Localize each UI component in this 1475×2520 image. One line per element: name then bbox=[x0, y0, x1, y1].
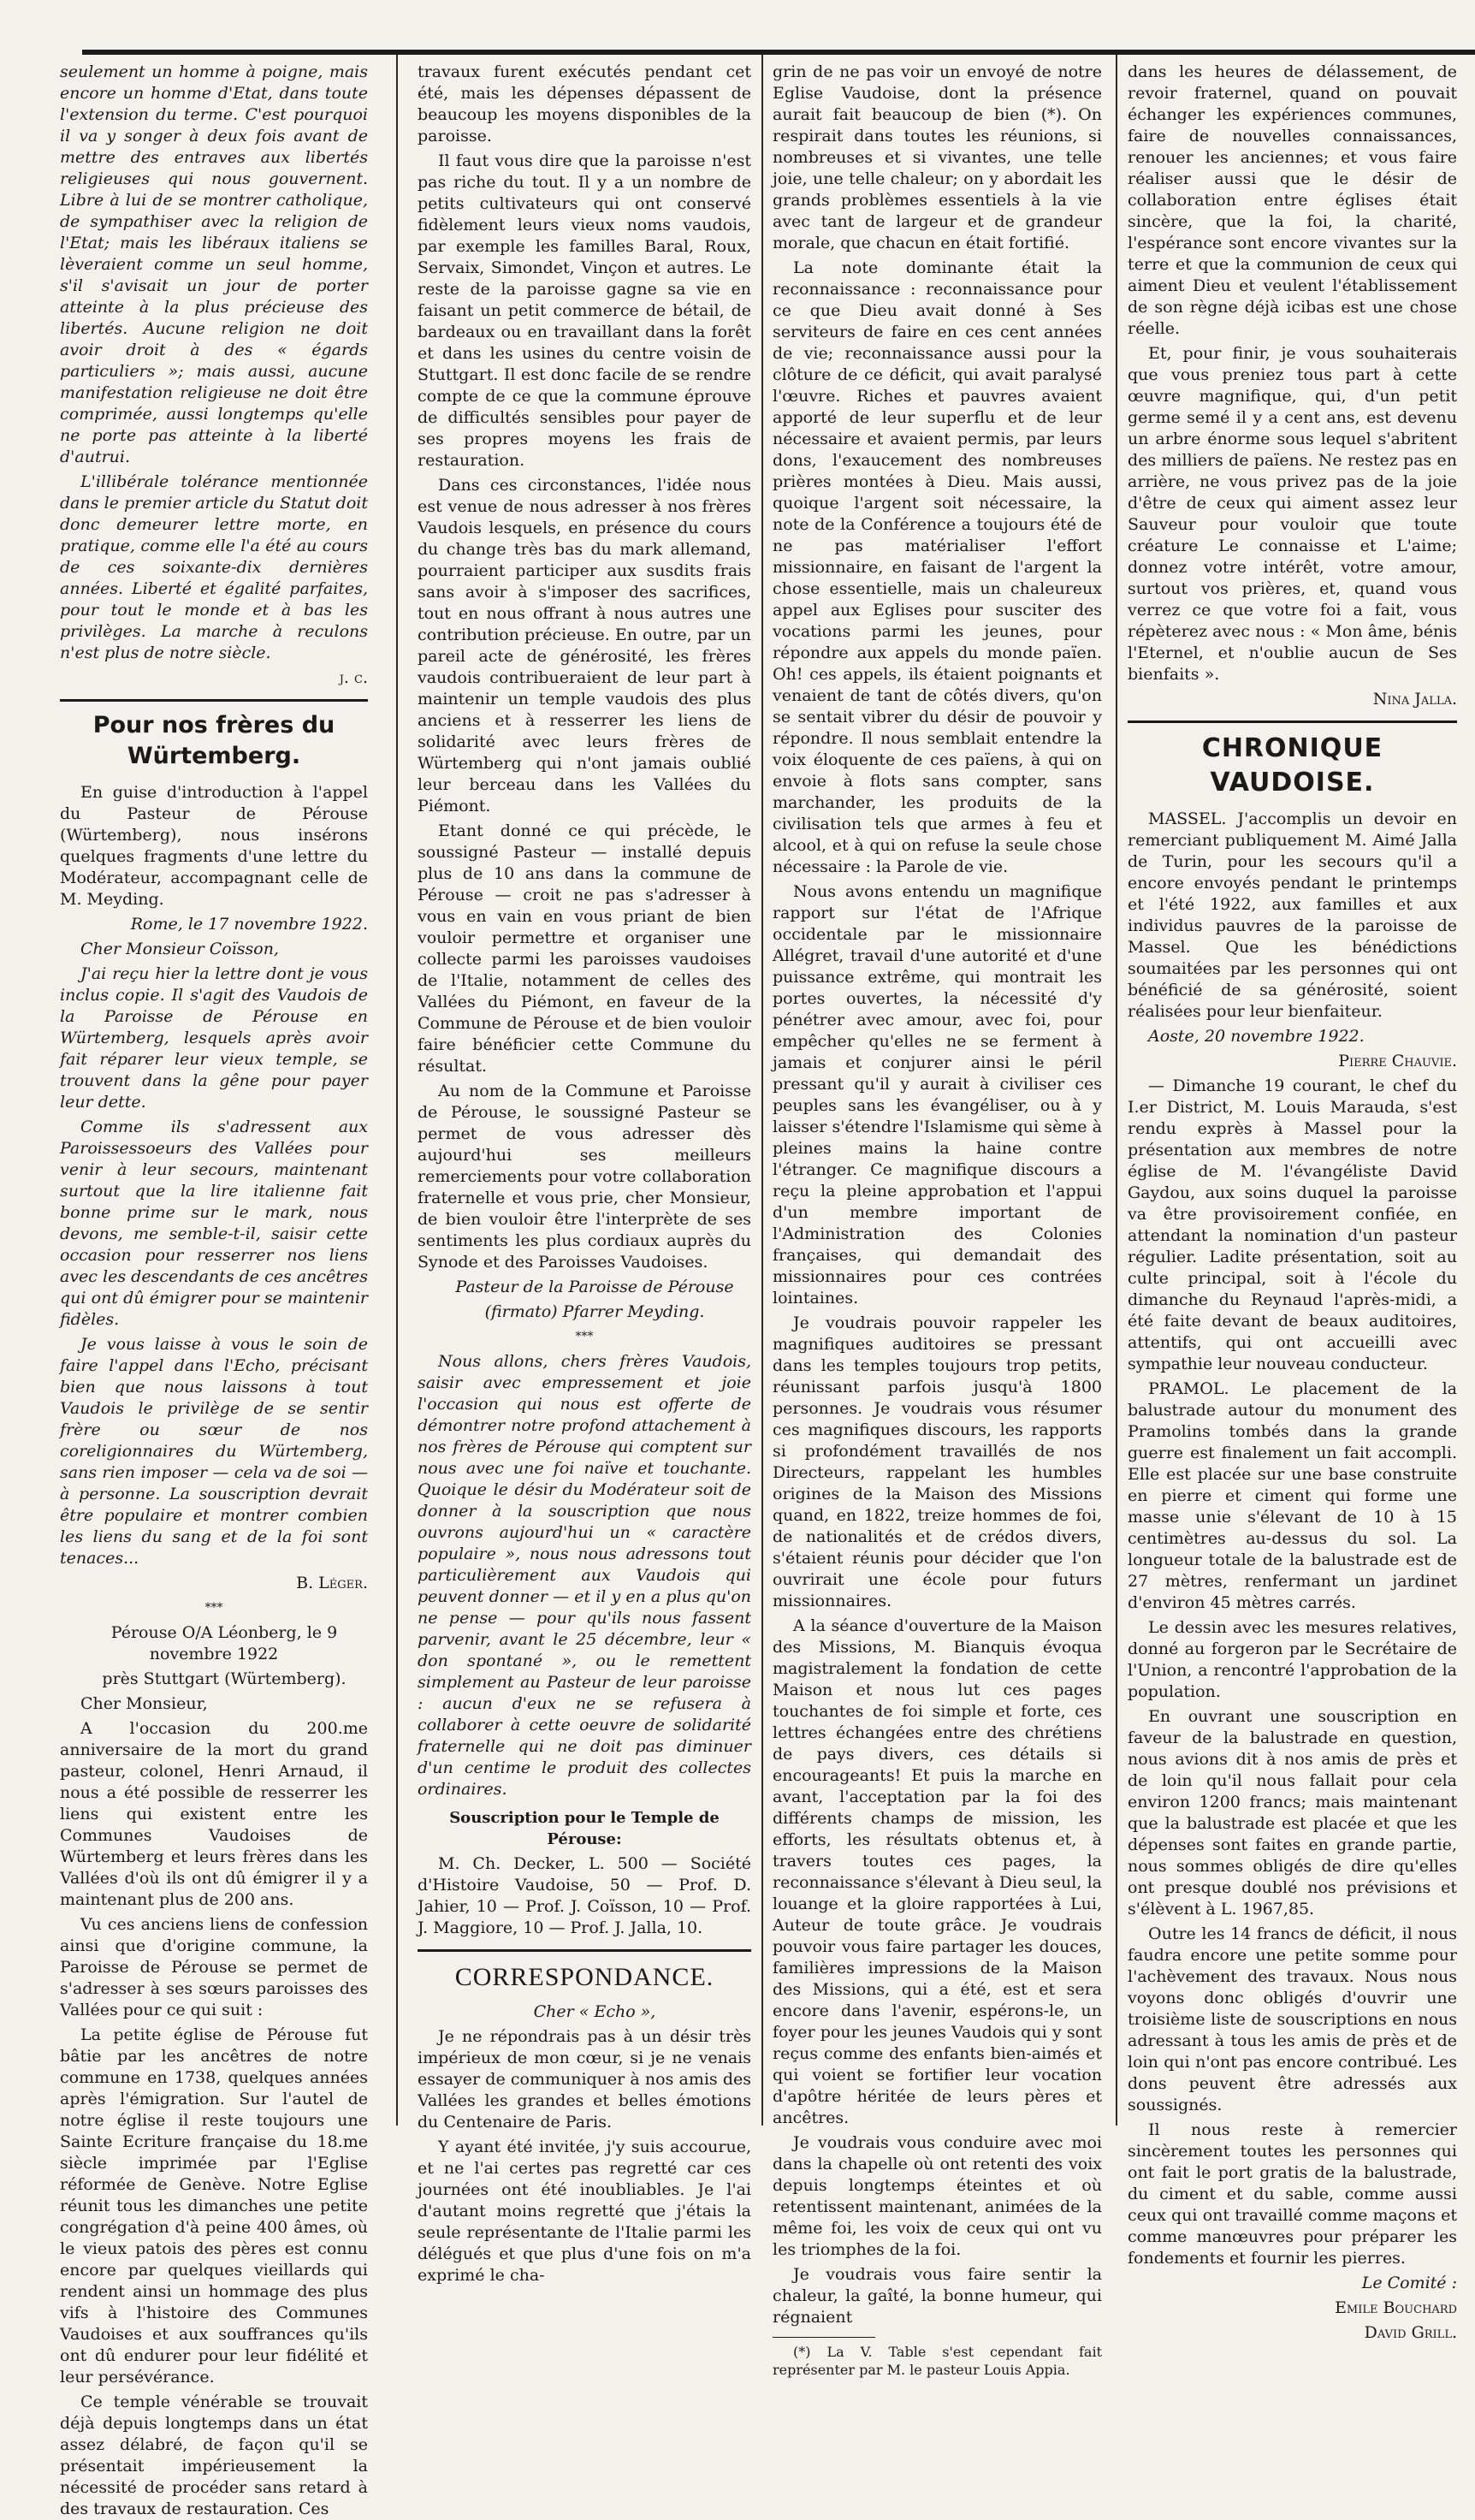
letter-text: La petite église de Pérouse fut bâtie par les ancêtres de notre commune en 1738, quelques années après l'émigration. Sur l'autel de notre église il reste toujours une Sainte Ecriture française du 18.me siècle imprimée par l'Eglise réformée de Genève. Notre Eglise réunit tous les dimanches une petite congrégation d'à peine 400 âmes, où le vieux patois des pères est connu encore par quelques vieillards qui rendent ainsi un hommage des plus vifs à l'histoire des Communes Vaudoises et aux souffrances qu'ils ont dû endurer pour leur fidélité et leur persévérance. bbox=[60, 2025, 368, 2387]
article-text: La note dominante était la reconnaissance : reconnaissance pour ce que Dieu avait donné à Ses serviteurs de faire en ces cent années de vie; reconnaissance aussi pour la clôture de ce déficit, qui avait paralysé l'œuvre. Riches et pauvres avaient apporté de leur superflu et de leur nécessaire et avaient permis, par leurs dons, l'exaucement des nombreuses prières montées à Dieu. Mais aussi, quoique l'argent soit nécessaire, la note de la Conférence a toujours été de ne pas matérialiser l'effort missionnaire, en faisant de l'argent la chose essentielle, mais un chaleureux appel aux Eglises pour susciter des vocations parmi les jeunes, pour répondre aux appels du monde païen. Oh! ces appels, ils étaient poignants et venaient de tant de côtés divers, qu'on se sentait vibrer du désir de pouvoir y répondre. Il nous semblait entendre la voix éloquente de ces païens, à qui on envoie à flots sans compter, sans marchander, les produits de la civilisation tels que armes à feu et alcool, et à qui on refuse la seule chose nécessaire : la Parole de vie. bbox=[773, 258, 1102, 876]
article-text: grin de ne pas voir un envoyé de notre Eglise Vaudoise, dont la présence aurait fait beaucoup de bien (*). On respirait dans toutes les réunions, si nombreuses et si vivantes, une telle joie, une telle chaleur; on y abordait les grands problèmes essentiels à la vie avec tant de largeur et de grandeur morale, que chacun en était fortifié. bbox=[773, 62, 1102, 252]
signature: Le Comité : bbox=[1361, 2274, 1457, 2292]
letter-text: Je vous laisse à vous le soin de faire l'appel dans l'Echo, précisant bien que nous laissons à tout Vaudois le privilège de se sentir frère ou sœur de nos coreligionnaires du Würtemberg, sans rien imposer — cela va de soi — à personne. La souscription devrait être populaire et montrer combien les liens du sang et de la foi sont tenaces... bbox=[60, 1335, 368, 1568]
signature: Pierre Chauvie. bbox=[1338, 1052, 1457, 1070]
news-item: En ouvrant une souscription en faveur de la balustrade en question, nous avions dit à nos amis de près et de loin qu'il nous fallait pour cela environ 1200 francs; mais maintenant que la balustrade est placée et que les dépenses sont faites en grande partie, nous sommes obligés de dire qu'elles ont presque doublé nos prévisions et s'élèvent à L. 1967,85. bbox=[1128, 1707, 1457, 1918]
column-2 bbox=[418, 62, 751, 2285]
column-divider bbox=[761, 55, 763, 2126]
article-text: Je ne répondrais pas à un désir très impérieux de mon cœur, si je ne venais essayer de communiquer à nos amis des Vallées les grandes et belles émotions du Centenaire de Paris. bbox=[418, 2027, 751, 2132]
letter-text: travaux furent exécutés pendant cet été, mais les dépenses dépassent de beaucoup les moyens disponibles de la paroisse. bbox=[418, 62, 751, 145]
letter-text: A l'occasion du 200.me anniversaire de la mort du grand pasteur, colonel, Henri Arnaud, il nous a été possible de resserrer les liens qui existent entre les Communes Vaudoises de Würtemberg et leurs frères dans les Vallées d'où ils ont dû émigrer il y a maintenant plus de 200 ans. bbox=[60, 1719, 368, 1909]
article-text: Et, pour finir, je vous souhaiterais que vous preniez tous part à cette œuvre magnifique, qui, d'un petit germe semé il y a cent ans, est devenu un arbre énorme sous lequel s'abritent des milliers de païens. Ne restez pas en arrière, ne vous privez pas de la joie d'être de ceux qui aiment assez leur Sauveur pour vouloir que toute créature Le connaisse et L'aime; donnez votre intérêt, votre amour, surtout vos prières, et, quand vous verrez ce que votre foi a fait, vous répèterez avec nous : « Mon âme, bénis l'Eternel, et n'oublie aucun de Ses bienfaits ». bbox=[1128, 344, 1457, 684]
news-item: Outre les 14 francs de déficit, il nous faudra encore une petite somme pour l'achèvement des travaux. Nous nous voyons donc obligés d'ouvrir une troisième liste de souscriptions en nous adressant à tous les amis de près et de loin qui n'ont pas encore contribué. Les dons peuvent être adressés aux soussignés. bbox=[1128, 1924, 1457, 2114]
article-text: seulement un homme à poigne, mais encore un homme d'Etat, dans toute l'extension du terme. C'est pourquoi il va y songer à deux fois avant de mettre des entraves aux libertés religieuses qui nous gouvernent. Libre à lui de se montrer catholique, de sympathiser avec la religion de l'Etat; mais les libéraux italiens se lèveraient comme un seul homme, s'il s'avisait un jour de porter atteinte à la plus précieuse des libertés. Aucune religion ne doit avoir droit à des « égards particuliers »; mais aussi, aucune manifestation religieuse ne doit être comprimée, aussi longtemps qu'elle ne porte pas atteinte à la liberté d'autrui. bbox=[60, 62, 368, 466]
article-text: Nous avons entendu un magnifique rapport sur l'état de l'Afrique occidentale par le missionnaire Allégret, travail d'une autorité et d'une puissance extrême, qui montrait les portes ouvertes, la nécessité d'y pénétrer avec amour, avec foi, pour empêcher qu'elles ne se ferment à jamais et conjurer ainsi le péril pressant qu'il y aurait à civiliser ces peuples sans les évangéliser, ou à y laisser s'étendre l'Islamisme qui sème à pleines mains la haine contre l'étranger. Ce magnifique discours a reçu la pleine approbation et l'appui d'un membre important de l'Administration des Colonies françaises, qui demandait des missionnaires pour ces contrées lointaines. bbox=[773, 882, 1102, 1307]
letter-text: J'ai reçu hier la lettre dont je vous inclus copie. Il s'agit des Vaudois de la Paroisse de Pérouse en Würtemberg, lesquels après avoir fait réparer leur vieux temple, se trouvent dans la gêne pour payer leur dette. bbox=[60, 964, 368, 1112]
news-item: MASSEL. J'accomplis un devoir en remerciant publiquement M. Aimé Jalla de Turin, pour les secours qu'il a encore envoyés pendant le printemps et l'été 1922, aux familles et aux individus pauvres de la paroisse de Massel. Que les bénédictions soumaitées par les personnes qui ont bénéficié de sa générosité, soient réalisées pour leur bienfaiteur. bbox=[1128, 809, 1457, 1021]
article-text: En guise d'introduction à l'appel du Pasteur de Pérouse (Würtemberg), nous insérons quelques fragments d'une lettre du Modérateur, accompagnant celle de M. Meyding. bbox=[60, 783, 368, 909]
appeal-text: Nous allons, chers frères Vaudois, saisir avec empressement et joie l'occasion qui nous est offerte de démontrer notre profond attachement à nos frères de Pérouse qui comptent sur nous avec une foi naïve et touchante. Quoique le désir du Modérateur soit de donner à la souscription que nous ouvrons aujourd'hui un « caractère populaire », nous nous adressons tout particulièrement aux Vaudois qui peuvent donner — et il y en a plus qu'on ne pense — pour qu'ils nous fassent parvenir, avant le 25 décembre, leur « don spontané », ou le remettent simplement au Pasteur de leur paroisse : aucun d'eux ne se refusera à collaborer à cette oeuvre de solidarité fraternelle qui ne doit pas diminuer d'un centime le produit des collectes ordinaires. bbox=[418, 1352, 751, 1799]
separator-stars: *** bbox=[575, 1330, 594, 1343]
news-item: Le dessin avec les mesures relatives, donné au forgeron par le Secrétaire de l'Union, a rencontré l'approbation de la population. bbox=[1128, 1618, 1457, 1701]
signature: B. Léger. bbox=[296, 1574, 368, 1592]
signature: Emile Bouchard bbox=[1335, 2298, 1457, 2317]
salutation: Cher « Echo », bbox=[533, 2002, 656, 2021]
top-rule bbox=[82, 50, 1475, 55]
section-rule bbox=[418, 1949, 751, 1952]
signature: Nina Jalla. bbox=[1372, 690, 1457, 709]
article-text: L'illibérale tolérance mentionnée dans le premier article du Statut doit donc demeurer lettre morte, en pratique, comme elle l'a été au cours de ces soixante-dix dernières années. Liberté et égalité parfaites, pour tout le monde et à bas les privilèges. La marche à reculons n'est plus de notre siècle. bbox=[60, 472, 368, 662]
section-rule bbox=[1128, 720, 1457, 723]
column-divider bbox=[1116, 55, 1117, 2126]
letter-text: Il faut vous dire que la paroisse n'est pas riche du tout. Il y a un nombre de petits cultivateurs qui ont conservé fidèlement leurs vieux noms vaudois, par exemple les familles Baral, Roux, Servaix, Simondet, Vinçon et autres. Le reste de la paroisse gagne sa vie en faisant un petit commerce de bétail, de bardeaux ou en travaillant dans la forêt et dans les usines du centre voisin de Stuttgart. Il est donc facile de se rendre compte de ce que la commune éprouve de difficultés sensibles pour payer de ses propres moyens les frais de restauration. bbox=[418, 151, 751, 470]
separator-stars: *** bbox=[204, 1601, 223, 1615]
news-item: Il nous reste à remercier sincèrement toutes les personnes qui ont fait le port gratis de la balustrade, du ciment et du sable, comme aussi ceux qui ont travaillé comme maçons et comme manœuvres pour préparer les fondements et fournir les pierres. bbox=[1128, 2120, 1457, 2268]
letter-text: Au nom de la Commune et Paroisse de Pérouse, le soussigné Pasteur se permet de vous adresser dès aujourd'hui ses meilleurs remerciements pour votre collaboration fraternelle et vous prie, cher Monsieur, de bien vouloir être l'interprète de ses sentiments les plus cordiaux auprès du Synode et des Paroisses Vaudoises. bbox=[418, 1082, 751, 1272]
news-item: — Dimanche 19 courant, le chef du I.er District, M. Louis Marauda, s'est rendu exprès à Massel pour la présentation aux membres de notre église de M. l'évangéliste David Gaydou, aux soins duquel la paroisse va être provisoirement confiée, en attendant la nomination d'un pasteur régulier. Ladite présentation, soit au culte principal, soit à l'école du dimanche du Reynaud l'après-midi, a été faite devant de beaux auditoires, attentifs, qui ont accueilli avec sympathie leur nouveau conducteur. bbox=[1128, 1076, 1457, 1373]
news-item: PRAMOL. Le placement de la balustrade autour du monument des Pramolins tombés dans la grande guerre est finalement un fait accompli. Elle est placée sur une base construite en pierre et ciment qui forme une masse unie s'élevant de 10 à 15 centimètres au-dessus du sol. La longueur totale de la balustrade est de 27 mètres, renfermant un jardinet d'environ 45 mètres carrés. bbox=[1128, 1379, 1457, 1612]
article-text: Y ayant été invitée, j'y suis accourue, et ne l'ai certes pas regretté car ces journées ont été inoubliables. Je l'ai d'autant moins regretté que j'étais la seule représentante de l'Italie parmi les délégués et que plus d'une fois on m'a exprimé le cha- bbox=[418, 2138, 751, 2285]
column-divider bbox=[396, 55, 398, 2126]
letter-text: Vu ces anciens liens de confession ainsi que d'origine commune, la Paroisse de Pérouse se permet de s'adresser à ses sœurs paroisses des Vallées pour ce qui suit : bbox=[60, 1915, 368, 2019]
author-initials: j. c. bbox=[339, 668, 368, 687]
chronique-heading: CHRONIQUE VAUDOISE. bbox=[1201, 733, 1383, 798]
salutation: Cher Monsieur Coïsson, bbox=[80, 940, 279, 958]
section-rule bbox=[60, 699, 368, 702]
signature: (firmato) Pfarrer Meyding. bbox=[484, 1302, 705, 1321]
article-text: Je voudrais vous faire sentir la chaleur, la gaîté, la bonne humeur, qui régnaient bbox=[773, 2265, 1102, 2327]
dateline: Rome, le 17 novembre 1922. bbox=[130, 915, 368, 934]
signature: David Grill. bbox=[1364, 2323, 1457, 2342]
article-text: Je voudrais pouvoir rappeler les magnifiques auditoires se pressant dans les temples toujours trop petits, réunissant parfois jusqu'à 1800 personnes. Je voudrais vous résumer ces magnifiques discours, les rapports si profondément travaillés de nos Directeurs, rappelant les humbles origines de la Maison des Missions quand, en 1822, treize hommes de foi, de nationalités et de crédos divers, s'étaient réunis pour décider que l'on ouvrirait une école pour futurs missionnaires. bbox=[773, 1313, 1102, 1610]
letter-text: Etant donné ce qui précède, le soussigné Pasteur — installé depuis plus de 10 ans dans la commune de Pérouse — croit ne pas s'adresser à vous en vain en vous priant de bien vouloir permettre et organiser une collecte parmi les paroisses vaudoises de l'Italie, notamment de celles des Vallées du Piémont, en faveur de la Commune de Pérouse et de bien vouloir faire bénéficier cette Commune du résultat. bbox=[418, 821, 751, 1076]
column-4 bbox=[1128, 62, 1457, 2342]
dateline: près Stuttgart (Würtemberg). bbox=[102, 1669, 347, 1688]
article-text: dans les heures de délassement, de revoir fraternel, quand on pouvait échanger les expériences communes, faire de nouvelles connaissances, renouer les anciennes; et vous faire réaliser aussi que le désir de collaboration entre églises était sincère, que la foi, la charité, l'espérance sont encore vivantes sur la terre et que la communion de ceux qui aiment Dieu et veulent l'établissement de son règne déjà icibas est une chose réelle. bbox=[1128, 62, 1457, 338]
letter-text: Comme ils s'adressent aux Paroissessoeurs des Vallées pour venir à leur secours, maintenant surtout que la lire italienne fait bonne prime sur le mark, nous devons, me semble-t-il, saisir cette occasion pour resserrer nos liens avec les descendants de ces ancêtres qui ont dû émigrer pour se maintenir fidèles. bbox=[60, 1118, 368, 1329]
dateline: Aoste, 20 novembre 1922. bbox=[1148, 1027, 1365, 1046]
letter-text: Dans ces circonstances, l'idée nous est venue de nous adresser à nos frères Vaudois lesquels, en présence du cours du change très bas du mark allemand, pourraient participer aux susdits frais sans avoir à s'imposer des sacrifices, tout en nous offrant à nous autres une contribution précieuse. En outre, par un pareil acte de générosité, les frères vaudois contribueraient de leur part à maintenir un temple vaudois des plus anciens et à resserrer les liens de solidarité avec leurs frères de Würtemberg qui n'ont jamais oublié leur berceau dans les Vallées du Piémont. bbox=[418, 476, 751, 815]
correspondance-heading: CORRESPONDANCE. bbox=[454, 1963, 714, 1991]
article-text: Je voudrais vous conduire avec moi dans la chapelle où ont retenti des voix depuis longtemps éteintes et où retentissent maintenant, animées de la même foi, les voix de ceux qui ont vu les triomphes de la foi. bbox=[773, 2133, 1102, 2259]
letter-text: Ce temple vénérable se trouvait déjà depuis longtemps dans un état assez délabré, de façon qu'il se présentait impérieusement la nécessité de procéder sans retard à des travaux de restauration. Ces bbox=[60, 2393, 368, 2518]
footnote-rule bbox=[773, 2337, 875, 2338]
article-text: A la séance d'ouverture de la Maison des Missions, M. Bianquis évoqua magistralement la fondation de cette Maison et nous lut ces pages touchantes de foi simple et forte, ces lettres échangées entre des chrétiens de pays divers, ces détails si encourageants! Et puis la marche en avant, l'acceptation par la foi des différents champs de mission, les efforts, les résultats obtenus et, à travers toutes ces pages, la reconnaissance s'élevant à Dieu seul, la louange et la gloire rapportées à Lui, Auteur de toute grâce. Je voudrais pouvoir vous faire partager les douces, familières impressions de la Maison des Missions, qui a été, est et sera encore dans l'avenir, espérons-le, un foyer pour les jeunes Vaudois qui y sont reçus comme des enfants bien-aimés et qui voient se fortifier leur vocation d'apôtre héritée de leurs pères et ancêtres. bbox=[773, 1616, 1102, 2127]
article-heading: Pour nos frères du Würtemberg. bbox=[92, 712, 335, 769]
salutation: Cher Monsieur, bbox=[80, 1694, 208, 1713]
column-1 bbox=[60, 62, 368, 2518]
column-3 bbox=[773, 62, 1102, 2378]
subscription-list: M. Ch. Decker, L. 500 — Société d'Histoire Vaudoise, 50 — Prof. D. Jahier, 10 — Prof. J. Coïsson, 10 — Prof. J. Maggiore, 10 — Prof. J. Jalla, 10. bbox=[418, 1854, 751, 1937]
dateline: Pérouse O/A Léonberg, le 9 novembre 1922 bbox=[110, 1623, 338, 1663]
signature: Pasteur de la Paroisse de Pérouse bbox=[455, 1278, 734, 1296]
footnote: (*) La V. Table s'est cependant fait représenter par M. le pasteur Louis Appia. bbox=[773, 2344, 1102, 2378]
subscription-heading: Souscription pour le Temple de Pérouse: bbox=[449, 1809, 720, 1848]
